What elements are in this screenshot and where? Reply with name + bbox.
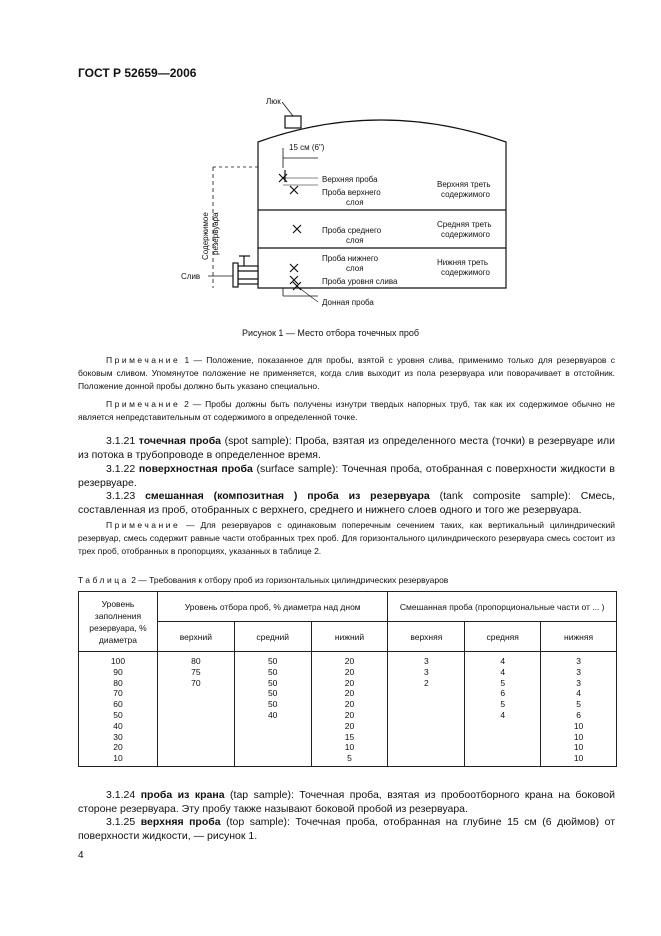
table-value: 6 bbox=[576, 709, 581, 720]
drain-level-sample-label: Проба уровня слива bbox=[322, 277, 398, 286]
upper-third-label-1: Верхняя треть bbox=[437, 180, 491, 189]
note-2-head: Примечание bbox=[106, 399, 181, 409]
table-value: 10 bbox=[344, 742, 355, 753]
sampling-diagram bbox=[175, 92, 515, 318]
note-1-text: 1 — Положение, показанное для пробы, взятой с уровня слива, применимо только для резервуаров с боковым сливом. Упомянутое положение не применяется, когда слив выходит из пола резервуара или поворачивает в отстойник. Положение донной пробы должно быть указано специально. bbox=[78, 355, 615, 391]
lower-layer-sample-label-1: Проба нижнего bbox=[322, 254, 379, 263]
table-value: 5 bbox=[500, 677, 506, 688]
table-value: 2 bbox=[423, 677, 429, 688]
term-number: 3.1.22 bbox=[106, 463, 136, 475]
col-group-mix-header: Смешанная проба (пропорциональные части от ... ) bbox=[388, 592, 617, 622]
col-group-level-header: Уровень отбора проб, % диаметра над дном bbox=[157, 592, 388, 622]
table-value: 75 bbox=[191, 666, 201, 677]
contents-label-1: Содержимое bbox=[201, 212, 210, 260]
col-upper-level: верхний bbox=[157, 622, 234, 652]
table-value: 3 bbox=[576, 677, 581, 688]
table-value: 10 bbox=[113, 753, 123, 764]
table-value: 70 bbox=[191, 677, 201, 688]
table-value: 3 bbox=[576, 666, 581, 677]
page-header: ГОСТ Р 52659—2006 bbox=[78, 66, 197, 80]
table-value: 30 bbox=[113, 731, 123, 742]
term-definition: (spot sample): Проба, взятая из определенного места (точки) в резервуаре или из потока в трубопроводе в определенное время. bbox=[78, 435, 615, 461]
table-value: 4 bbox=[500, 709, 506, 720]
drain-label: Слив bbox=[181, 272, 201, 281]
table-value: 6 bbox=[500, 688, 506, 699]
note-1-head: Примечание bbox=[106, 355, 181, 365]
sample-mark-upper-layer bbox=[290, 186, 298, 194]
lower-layer-sample-label-2: слоя bbox=[346, 264, 364, 273]
upper-third-label-2: содержимого bbox=[441, 190, 490, 199]
upper-layer-sample-label-2: слоя bbox=[346, 198, 364, 207]
table-value: 4 bbox=[500, 666, 506, 677]
page-number: 4 bbox=[78, 850, 84, 861]
table-data-row bbox=[79, 652, 617, 767]
table-title bbox=[78, 575, 448, 585]
table-value: 3 bbox=[423, 666, 429, 677]
term-name: верхняя проба bbox=[140, 816, 221, 828]
term-definition: (tank composite sample): Смесь, составленная из проб, отобранных с верхнего, среднего и нижнего слоев одного и того же резервуара. bbox=[78, 490, 615, 516]
table-value: 20 bbox=[344, 677, 355, 688]
term-3-1-24 bbox=[78, 788, 615, 816]
table-value: 20 bbox=[344, 666, 355, 677]
col-middle-mix: средняя bbox=[465, 622, 541, 652]
table-value: 5 bbox=[500, 699, 506, 710]
note-1 bbox=[78, 354, 615, 393]
lower-third-label-2: содержимого bbox=[441, 268, 490, 277]
table-value: 50 bbox=[267, 666, 278, 677]
table-cell-fill bbox=[79, 652, 158, 767]
hatch-icon bbox=[285, 116, 301, 128]
sample-mark-lower-layer bbox=[290, 264, 298, 272]
table-value: 20 bbox=[344, 656, 355, 666]
table-value: 40 bbox=[267, 709, 278, 720]
table-value: 50 bbox=[267, 688, 278, 699]
table-value: 50 bbox=[267, 699, 278, 710]
col-upper-mix: верхняя bbox=[388, 622, 465, 652]
note-3-text: — Для резервуаров с одинаковым поперечным сечением таких, как вертикальный цилиндрический резервуар, смесь содержит равные части отобранных трех проб. Для горизонтального цилиндрического резервуара смесь состоит из трех проб, отобранных в пропорциях, указанных в таблице 2. bbox=[78, 520, 615, 556]
lower-third-label-1: Нижняя треть bbox=[437, 258, 489, 267]
term-definition: (surface sample): Точечная проба, отобранная с поверхности жидкости в резервуаре. bbox=[78, 463, 615, 489]
drain-valve-icon bbox=[233, 256, 258, 287]
table-cell-middle-level bbox=[234, 652, 311, 767]
sampling-requirements-table bbox=[78, 591, 617, 767]
table-cell-upper-mix bbox=[388, 652, 465, 767]
table-value: 4 bbox=[500, 656, 506, 666]
hatch-label: Люк bbox=[266, 97, 281, 106]
sample-mark-middle-layer bbox=[293, 225, 301, 233]
term-3-1-21 bbox=[78, 434, 615, 462]
table-cell-upper-level bbox=[157, 652, 234, 767]
figure-caption: Рисунок 1 — Место отбора точечных проб bbox=[241, 328, 420, 338]
upper-layer-sample-label-1: Проба верхнего bbox=[322, 188, 381, 197]
middle-third-label-1: Средняя треть bbox=[437, 220, 492, 229]
col-fill-header: Уровень заполнения резервуара, % диаметра bbox=[79, 592, 158, 652]
table-value: 50 bbox=[113, 709, 123, 720]
table-value: 20 bbox=[344, 709, 355, 720]
term-name: поверхностная проба bbox=[138, 463, 253, 475]
term-name: точечная проба bbox=[138, 435, 222, 447]
term-name: смешанная (композитная ) проба из резервуара bbox=[145, 490, 430, 502]
note-2 bbox=[78, 398, 615, 424]
note-3-head: Примечание bbox=[106, 520, 181, 530]
table-value: 60 bbox=[113, 699, 123, 710]
table-value: 80 bbox=[113, 677, 123, 688]
bottom-sample-label: Донная проба bbox=[322, 298, 374, 307]
table-value: 40 bbox=[113, 720, 123, 731]
table-value: 90 bbox=[113, 666, 123, 677]
term-number: 3.1.23 bbox=[106, 490, 136, 502]
term-number: 3.1.24 bbox=[106, 789, 136, 801]
table-value: 20 bbox=[344, 688, 355, 699]
middle-third-label-2: содержимого bbox=[441, 230, 490, 239]
table-value: 10 bbox=[573, 731, 584, 742]
note-2-text: 2 — Пробы должны быть получены изнутри твердых напорных труб, так как их содержимое обычно не является непредставительным от содержимого в определенной точке. bbox=[78, 399, 615, 422]
table-cell-lower-level bbox=[311, 652, 388, 767]
table-value: 10 bbox=[573, 753, 584, 764]
middle-layer-sample-label-1: Проба среднего bbox=[322, 226, 382, 235]
table-title-head: Таблица bbox=[78, 575, 129, 585]
term-definition: (top sample): Точечная проба, отобранная на глубине 15 см (6 дюймов) от поверхности жидкости, — рисунок 1. bbox=[78, 816, 616, 842]
term-definition: (tap sample): Точечная проба, взятая из пробоотборного крана на боковой стороне резервуара. Эту пробу также называют боковой пробой из резервуара. bbox=[78, 789, 616, 815]
table-title-text: 2 — Требования к отбору проб из горизонтальных цилиндрических резервуаров bbox=[128, 575, 449, 585]
col-lower-level: нижний bbox=[311, 622, 388, 652]
term-3-1-22 bbox=[78, 462, 615, 490]
table-value: 80 bbox=[191, 656, 201, 666]
term-3-1-25 bbox=[78, 815, 615, 843]
table-value: 5 bbox=[576, 699, 581, 710]
distance-label: 15 см (6") bbox=[289, 143, 325, 152]
table-value: 100 bbox=[110, 656, 126, 666]
table-value: 20 bbox=[344, 720, 355, 731]
table-value: 20 bbox=[344, 699, 355, 710]
table-value: 3 bbox=[423, 656, 429, 666]
table-value: 3 bbox=[576, 656, 581, 666]
middle-layer-sample-label-2: слоя bbox=[346, 236, 364, 245]
term-number: 3.1.25 bbox=[106, 816, 136, 828]
table-value: 4 bbox=[576, 688, 581, 699]
table-value: 20 bbox=[113, 742, 123, 753]
term-3-1-23 bbox=[78, 489, 615, 517]
table-value: 5 bbox=[347, 753, 352, 764]
upper-sample-label: Верхняя проба bbox=[322, 175, 378, 184]
term-number: 3.1.21 bbox=[106, 435, 136, 447]
table-value: 50 bbox=[267, 656, 278, 666]
table-value: 70 bbox=[113, 688, 123, 699]
contents-label-2: резервуара bbox=[211, 212, 220, 255]
note-3 bbox=[78, 519, 615, 558]
table-value: 10 bbox=[573, 720, 584, 731]
table-cell-lower-mix bbox=[541, 652, 617, 767]
table-value: 15 bbox=[344, 731, 355, 742]
term-name: проба из крана bbox=[140, 789, 225, 801]
col-middle-level: средний bbox=[234, 622, 311, 652]
table-cell-middle-mix bbox=[465, 652, 541, 767]
table-value: 50 bbox=[267, 677, 278, 688]
col-lower-mix: нижняя bbox=[541, 622, 617, 652]
table-value: 10 bbox=[573, 742, 584, 753]
